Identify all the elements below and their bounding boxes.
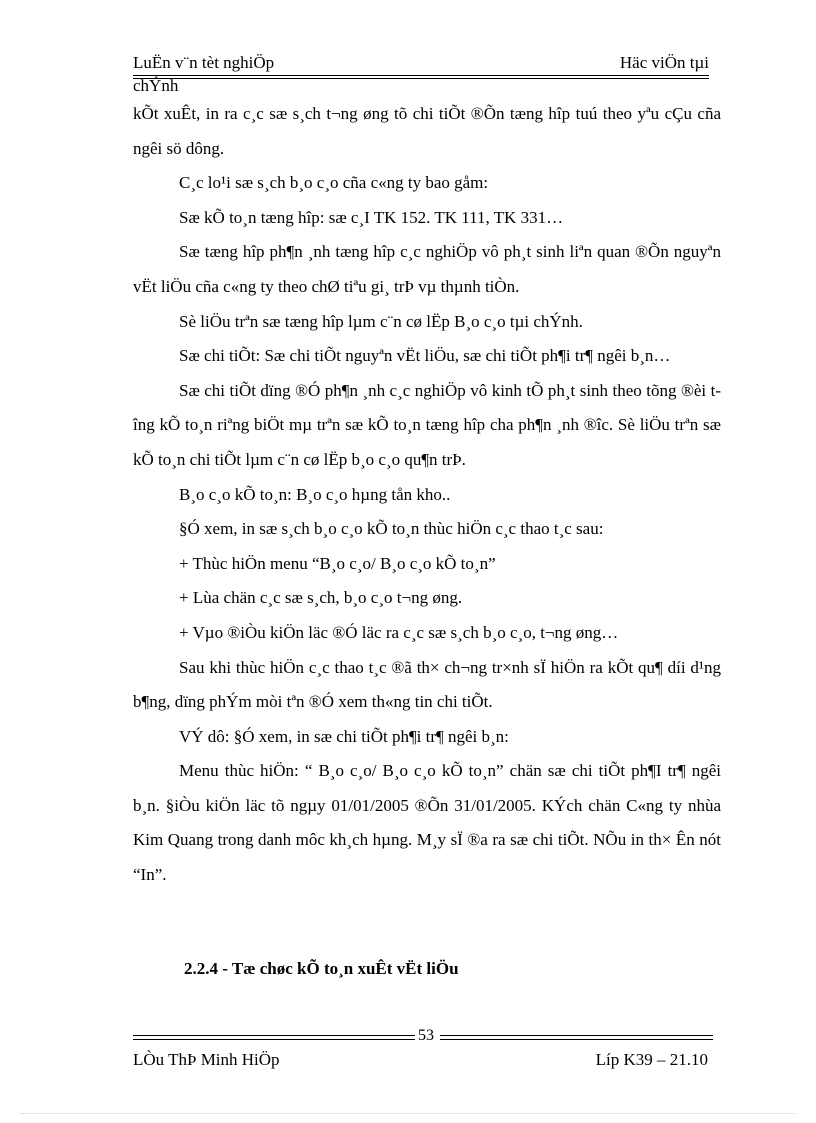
paragraph: §Ó xem, in sæ s¸ch b¸o c¸o kÕ to¸n thùc hiÖn c¸c thao t¸c sau: [179,519,604,539]
paragraph: Sæ chi tiÕt dïng ®Ó ph¶n ¸nh c¸c nghiÖp vô kinh tÕ ph¸t sinh theo tõng ®èi tîng kÕ to¸n riªng biÖt mµ trªn sæ kÕ to¸n tæng hîp cha ph¶n ¸nh ®îc. Sè liÖu trªn sæ kÕ to¸n chi tiÕt lµm c¨n cø lËp b¸o c¸o qu¶n trÞ. [133,380,721,469]
header-institution: Häc viÖn tµi [619,53,709,72]
list-item: + Thùc hiÖn menu “B¸o c¸o/ B¸o c¸o kÕ to¸n” [179,553,496,573]
body-text [133,97,721,893]
paragraph: Sè liÖu trªn sæ tæng hîp lµm c¨n cø lËp B¸o c¸o tµi chÝnh. [179,311,583,331]
paragraph: VÝ dô: §Ó xem, in sæ chi tiÕt ph¶i tr¶ ngêi b¸n: [179,726,509,746]
footer-rule-left-top [133,1035,415,1036]
footer-rule-right-top [440,1035,713,1036]
page-edge-divider [20,1113,796,1114]
paragraph: Sæ kÕ to¸n tæng hîp: sæ c¸I TK 152. TK 111, TK 331… [179,207,564,227]
page-number: 53 [418,1027,434,1044]
section-heading: 2.2.4 - Tæ chøc kÕ to¸n xuÊt vËt liÖu [184,959,459,978]
paragraph: kÕt xuÊt, in ra c¸c sæ s¸ch t¬ng øng tõ chi tiÕt ®Õn tæng hîp tuú theo yªu cÇu cña ngêi sö dông. [133,104,721,158]
footer-class: Líp K39 – 21.10 [595,1050,708,1069]
list-item: + Vµo ®iÒu kiÖn läc ®Ó läc ra c¸c sæ s¸ch b¸o c¸o, t¬ng øng… [179,622,619,642]
paragraph: Sæ chi tiÕt: Sæ chi tiÕt nguyªn vËt liÖu, sæ chi tiÕt ph¶i tr¶ ngêi b¸n… [179,346,671,366]
paragraph: Menu thùc hiÖn: “ B¸o c¸o/ B¸o c¸o kÕ to¸n” chän sæ chi tiÕt ph¶I tr¶ ngêi b¸n. §iÒu kiÖn läc tõ ngµy 01/01/2005 ®Õn 31/01/2005. KÝch chän C«ng ty nhùa Kim Quang trong danh môc kh¸ch hµng. M¸y sÏ ®a ra sæ chi tiÕt. NÕu in th× Ên nót “In”. [133,761,721,885]
footer-rule-left-bottom [133,1039,415,1040]
paragraph: Sau khi thùc hiÖn c¸c thao t¸c ®ã th× ch¬ng tr×nh sÏ hiÖn ra kÕt qu¶ díi d¹ng b¶ng, dïng phÝm mòi tªn ®Ó xem th«ng tin chi tiÕt. [133,657,721,712]
header-rule-top [133,75,709,76]
list-item: + Lùa chän c¸c sæ s¸ch, b¸o c¸o t¬ng øng. [179,588,463,608]
header-thesis-title: LuËn v¨n tèt nghiÖp [133,53,275,72]
paragraph: B¸o c¸o kÕ to¸n: B¸o c¸o hµng tån kho.. [179,484,451,504]
header-rule-bottom [133,78,709,79]
paragraph: C¸c lo¹i sæ s¸ch b¸o c¸o cña c«ng ty bao gåm: [179,173,489,193]
footer-rule-right-bottom [440,1039,713,1040]
footer-author: LÒu ThÞ Minh HiÖp [133,1050,280,1069]
paragraph: Sæ tæng hîp ph¶n ¸nh tæng hîp c¸c nghiÖp vô ph¸t sinh liªn quan ®Õn nguyªn vËt liÖu cña c«ng ty theo chØ tiªu gi¸ trÞ vµ thµnh tiÒn. [133,242,721,296]
header-institution-wrap: chÝnh [133,76,179,95]
